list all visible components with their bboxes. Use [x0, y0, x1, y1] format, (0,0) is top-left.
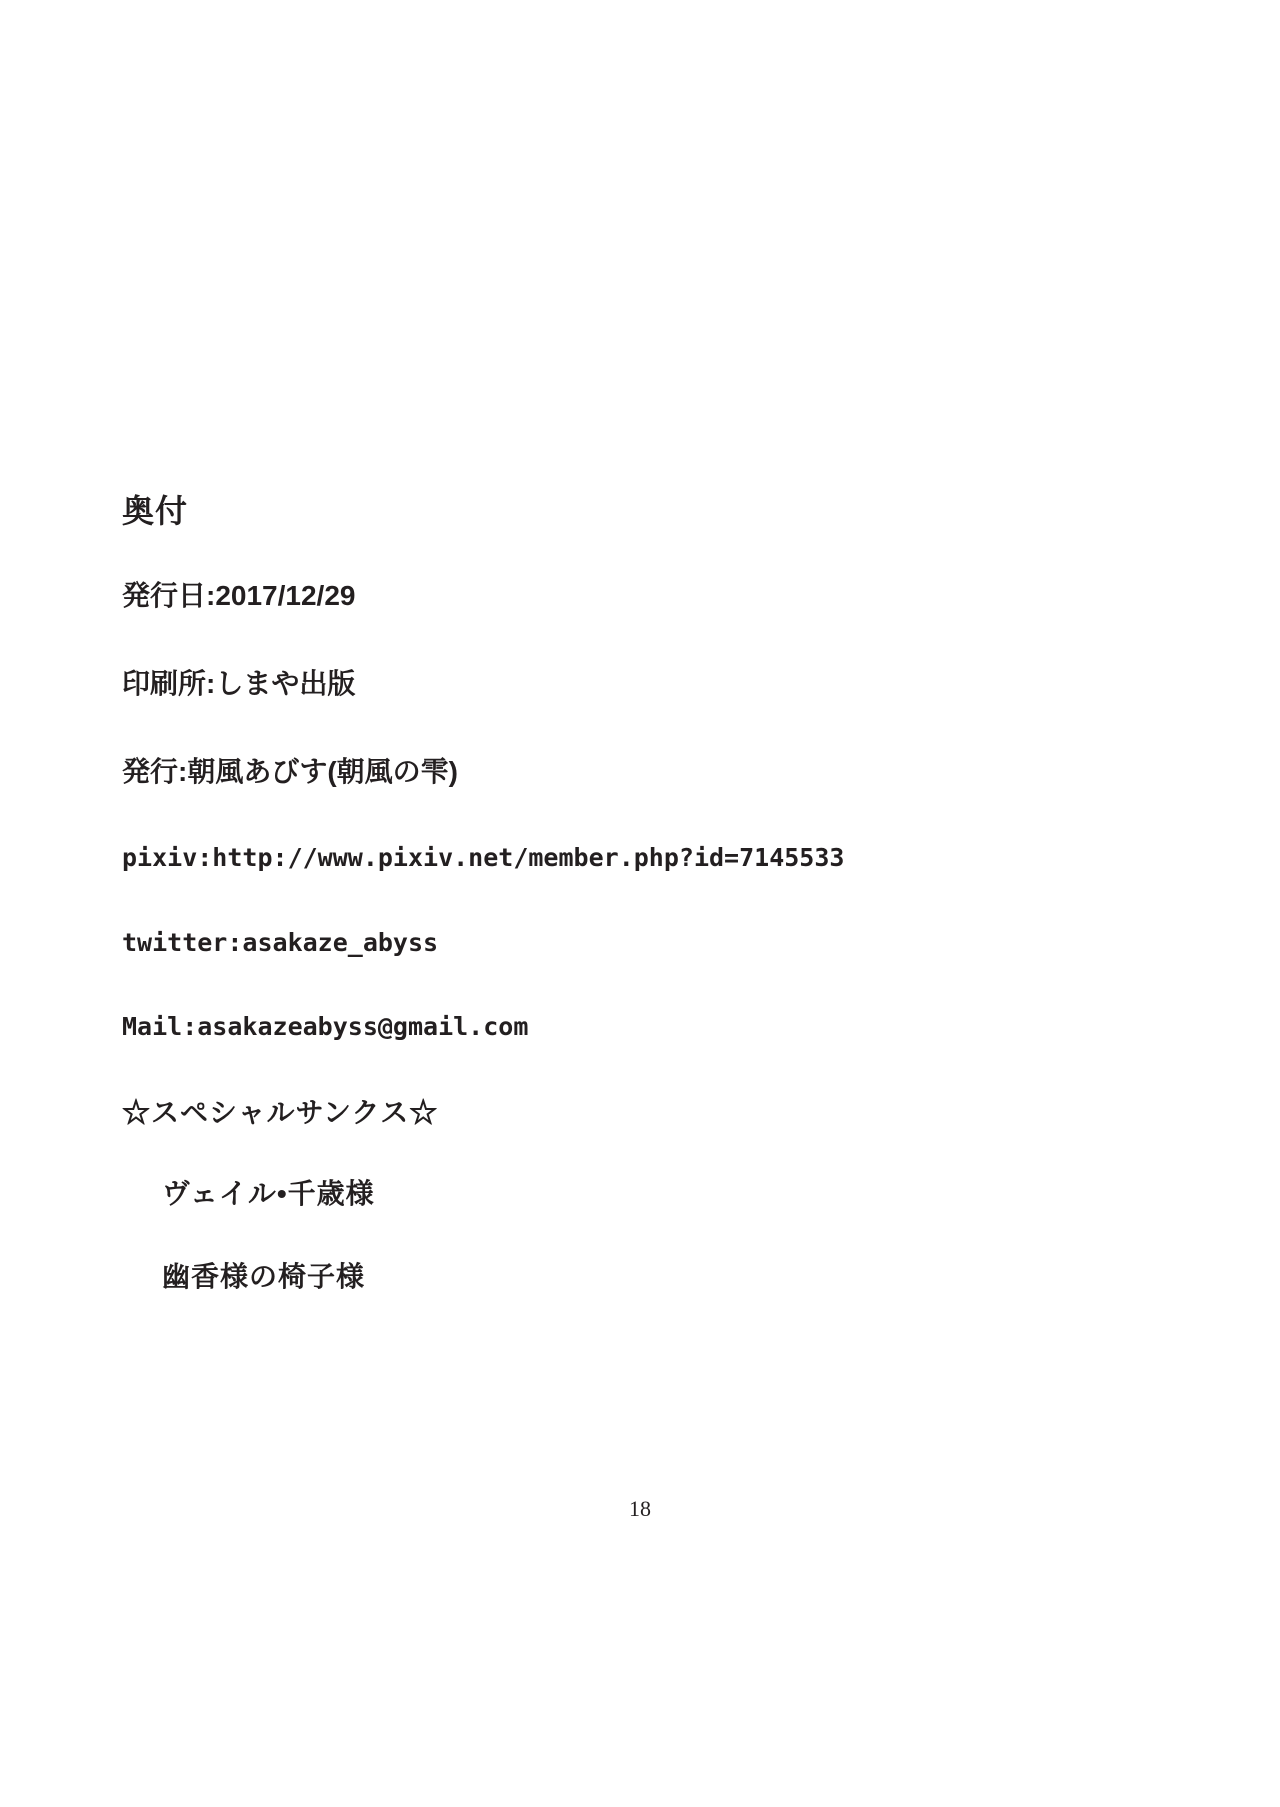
publisher-line: 発行:朝風あびす(朝風の雫) [122, 756, 458, 788]
publish-date-line: 発行日:2017/12/29 [122, 580, 356, 612]
mail-line: Mail:asakazeabyss@gmail.com [122, 1011, 529, 1041]
colophon-block [122, 492, 1102, 1342]
page-number: 18 [629, 1496, 651, 1521]
printer-line: 印刷所:しまや出版 [122, 668, 356, 700]
special-thanks-item-1: ヴェイル•千歳様 [162, 1178, 375, 1210]
pixiv-line: pixiv:http://www.pixiv.net/member.php?id=7145533 [122, 843, 845, 873]
special-thanks-item-2: 幽香様の椅子様 [162, 1261, 366, 1293]
page-title: 奥付 [122, 493, 189, 529]
twitter-line: twitter:asakaze_abyss [122, 927, 439, 957]
special-thanks-title: ☆スペシャルサンクス☆ [122, 1097, 439, 1129]
